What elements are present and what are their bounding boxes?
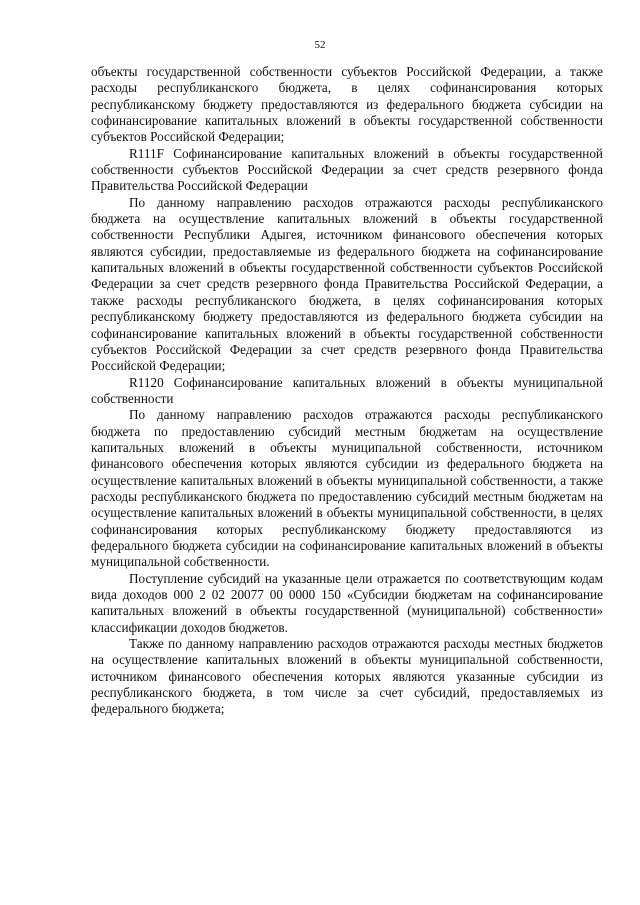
paragraph-code-r1120: R1120 Софинансирование капитальных вложений в объекты муниципальной собственности (91, 374, 603, 406)
paragraph-continuation: объекты государственной собственности субъектов Российской Федерации, а также расходы республиканского бюджета, в целях софинансирования которых республиканскому бюджету предоставляются из федерального бюджета субсидии на софинансирование капитальных вложений в объекты государственной собственности субъектов Российской Федерации; (91, 64, 603, 145)
paragraph-code-r111f: R111F Софинансирование капитальных вложений в объекты государственной собственности субъектов Российской Федерации за счет средств резервного фонда Правительства Российской Федерации (91, 145, 603, 194)
paragraph-income-codes: Поступление субсидий на указанные цели отражается по соответствующим кодам вида доходов 000 2 02 20077 00 0000 150 «Субсидии бюджетам на софинансирование капитальных вложений в объекты государственной (муниципальной) собственности» классификации доходов бюджетов. (91, 570, 603, 635)
paragraph-r1120-description: По данному направлению расходов отражаются расходы республиканского бюджета по предоставлению субсидий местным бюджетам на осуществление капитальных вложений в объекты муниципальной собственности, источником финансового обеспечения которых являются субсидии из федерального бюджета на осуществление капитальных вложений в объекты муниципальной собственности, а также расходы республиканского бюджета по предоставлению субсидий местным бюджетам на осуществление капитальных вложений в объекты муниципальной собственности, в целях софинансирования которых республиканскому бюджету предоставляются из федерального бюджета субсидии на софинансирование капитальных вложений в объекты муниципальной собственности. (91, 407, 603, 570)
paragraph-r111f-description: По данному направлению расходов отражаются расходы республиканского бюджета на осуществление капитальных вложений в объекты государственной собственности Республики Адыгея, источником финансового обеспечения которых являются субсидии, предоставляемые из федерального бюджета на софинансирование капитальных вложений в объекты государственной собственности субъектов Российской Федерации за счет средств резервного фонда Правительства Российской Федерации, а также расходы республиканского бюджета, в целях софинансирования которых республиканскому бюджету предоставляются из федерального бюджета субсидии на софинансирование капитальных вложений в объекты государственной собственности субъектов Российской Федерации за счет средств резервного фонда Правительства Российской Федерации; (91, 194, 603, 374)
document-body (91, 64, 603, 718)
paragraph-local-budgets: Также по данному направлению расходов отражаются расходы местных бюджетов на осуществление капитальных вложений в объекты муниципальной собственности, источником финансового обеспечения которых являются указанные субсидии из республиканского бюджета, в том числе за счет субсидий, предоставляемых из федерального бюджета; (91, 636, 603, 717)
page-number: 52 (314, 39, 326, 51)
